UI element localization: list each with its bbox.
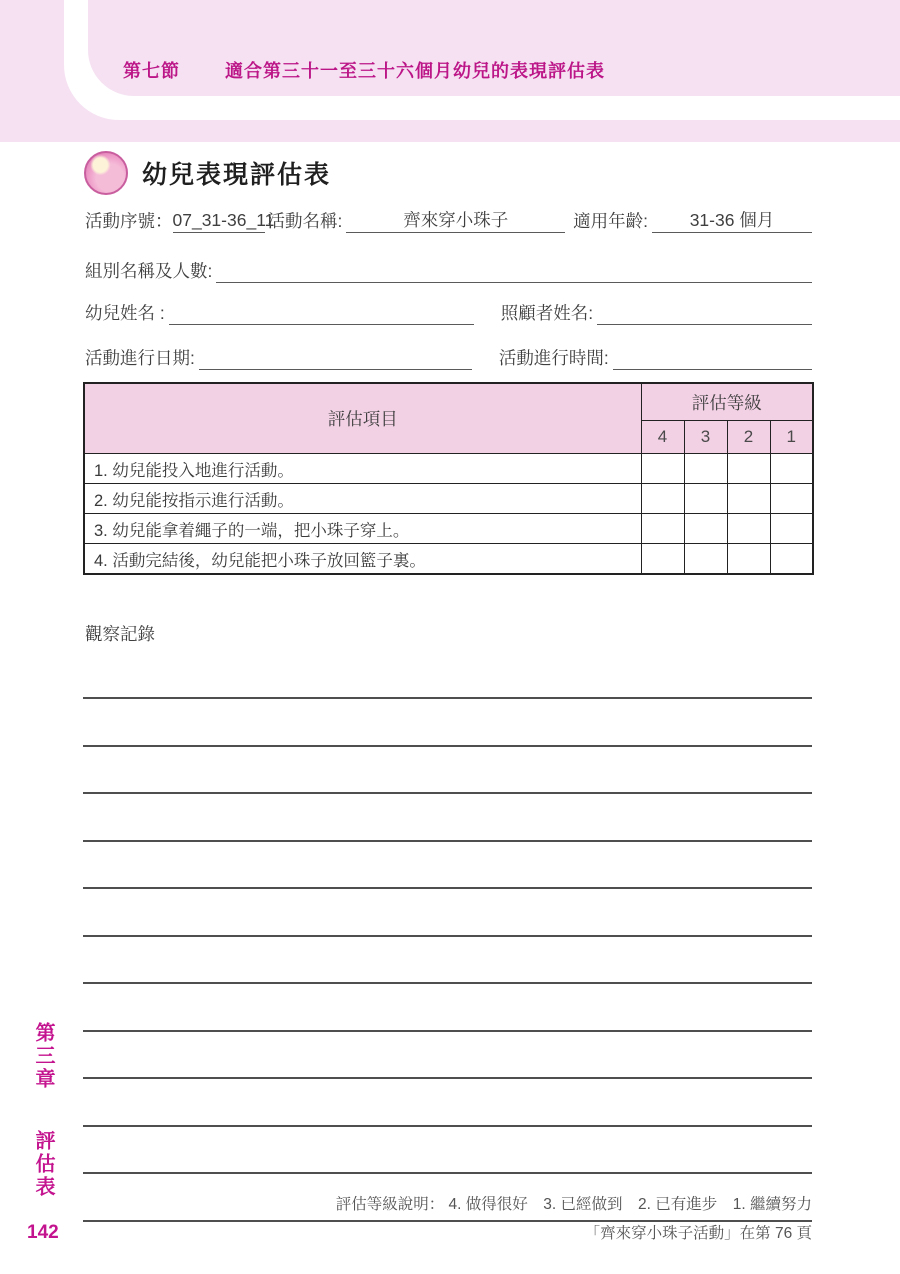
table-row — [84, 514, 813, 544]
rating-cell[interactable] — [770, 544, 813, 575]
rating-cell[interactable] — [641, 544, 684, 575]
grade-4-header: 4 — [641, 421, 684, 454]
observation-lines — [83, 646, 812, 1222]
grade-1-header: 1 — [770, 421, 813, 454]
table-row — [84, 454, 813, 484]
form-row-activity — [85, 208, 812, 233]
form-title: 幼兒表現評估表 — [142, 161, 332, 189]
rating-cell[interactable] — [641, 514, 684, 544]
assessment-item: 3. 幼兒能拿着繩子的一端，把小珠子穿上。 — [84, 514, 641, 544]
rating-cell[interactable] — [684, 484, 727, 514]
page-content — [0, 142, 900, 1222]
rating-cell[interactable] — [770, 484, 813, 514]
form-title-row — [84, 150, 900, 196]
child-name-field[interactable] — [169, 324, 474, 325]
rating-cell[interactable] — [727, 514, 770, 544]
observation-line[interactable] — [83, 1079, 812, 1127]
caregiver-field[interactable] — [597, 324, 812, 325]
group-label: 組別名稱及人數: — [85, 261, 213, 281]
section-chapter: 第七節 — [123, 61, 180, 81]
observation-line[interactable] — [83, 699, 812, 747]
observation-line[interactable] — [83, 842, 812, 890]
age-label: 適用年齡: — [573, 211, 648, 231]
observation-line[interactable] — [83, 937, 812, 985]
time-label: 活動進行時間: — [498, 348, 609, 368]
page-number: 142 — [27, 1222, 59, 1243]
activity-no-value: 07_31-36_11 — [173, 208, 265, 233]
table-row — [84, 484, 813, 514]
activity-reference: 「齊來穿小珠子活動」在第 76 頁 — [584, 1225, 812, 1242]
rating-cell[interactable] — [770, 514, 813, 544]
side-tab-chapter: 第三章 — [32, 1022, 54, 1091]
observation-line[interactable] — [83, 889, 812, 937]
assessment-item: 1. 幼兒能投入地進行活動。 — [84, 454, 641, 484]
observation-line[interactable] — [83, 747, 812, 795]
activity-name-field[interactable]: 齊來穿小珠子 — [346, 208, 565, 233]
rating-cell[interactable] — [684, 544, 727, 575]
form-row-group — [85, 259, 812, 283]
rating-cell[interactable] — [684, 514, 727, 544]
grade-column-header: 評估等級 — [641, 383, 813, 421]
observation-line[interactable] — [83, 1032, 812, 1080]
child-name-label: 幼兒姓名 : — [85, 303, 165, 323]
observation-line[interactable] — [83, 794, 812, 842]
item-column-header: 評估項目 — [84, 383, 641, 454]
section-header-gap — [180, 57, 225, 83]
side-tab-label: 評估表 — [32, 1130, 54, 1199]
rating-cell[interactable] — [641, 454, 684, 484]
observation-line[interactable] — [83, 646, 812, 699]
date-field[interactable] — [199, 369, 472, 370]
page-footer — [85, 1192, 812, 1243]
group-field[interactable] — [216, 282, 812, 283]
table-header-row-1 — [84, 383, 813, 421]
rating-cell[interactable] — [641, 484, 684, 514]
time-field[interactable] — [613, 369, 812, 370]
grade-3-header: 3 — [684, 421, 727, 454]
rating-cell[interactable] — [727, 544, 770, 575]
activity-name-label: 活動名稱: — [267, 211, 343, 231]
observation-line[interactable] — [83, 1127, 812, 1175]
assessment-item: 2. 幼兒能按指示進行活動。 — [84, 484, 641, 514]
date-label: 活動進行日期: — [85, 348, 195, 368]
grade-legend: 評估等級說明： 4. 做得很好 3. 已經做到 2. 已有進步 1. 繼續努力 — [335, 1196, 812, 1213]
assessment-item: 4. 活動完結後，幼兒能把小珠子放回籃子裏。 — [84, 544, 641, 575]
rating-cell[interactable] — [684, 454, 727, 484]
assessment-table — [83, 382, 814, 575]
rating-cell[interactable] — [727, 454, 770, 484]
table-row — [84, 544, 813, 575]
section-title: 適合第三十一至三十六個月幼兒的表現評估表 — [225, 61, 605, 81]
caregiver-label: 照顧者姓名: — [500, 303, 594, 323]
bead-icon — [84, 151, 128, 195]
form-row-datetime — [85, 346, 812, 370]
form-row-names — [85, 301, 812, 325]
section-header — [123, 57, 605, 83]
age-field[interactable]: 31-36 個月 — [652, 208, 812, 233]
activity-no-label: 活動序號： — [85, 211, 173, 231]
observation-title: 觀察記錄 — [85, 624, 155, 644]
chapter-side-tab — [29, 1022, 58, 1199]
rating-cell[interactable] — [770, 454, 813, 484]
rating-cell[interactable] — [727, 484, 770, 514]
observation-line[interactable] — [83, 984, 812, 1032]
header-band — [0, 0, 900, 142]
assessment-rows — [84, 454, 813, 575]
grade-2-header: 2 — [727, 421, 770, 454]
